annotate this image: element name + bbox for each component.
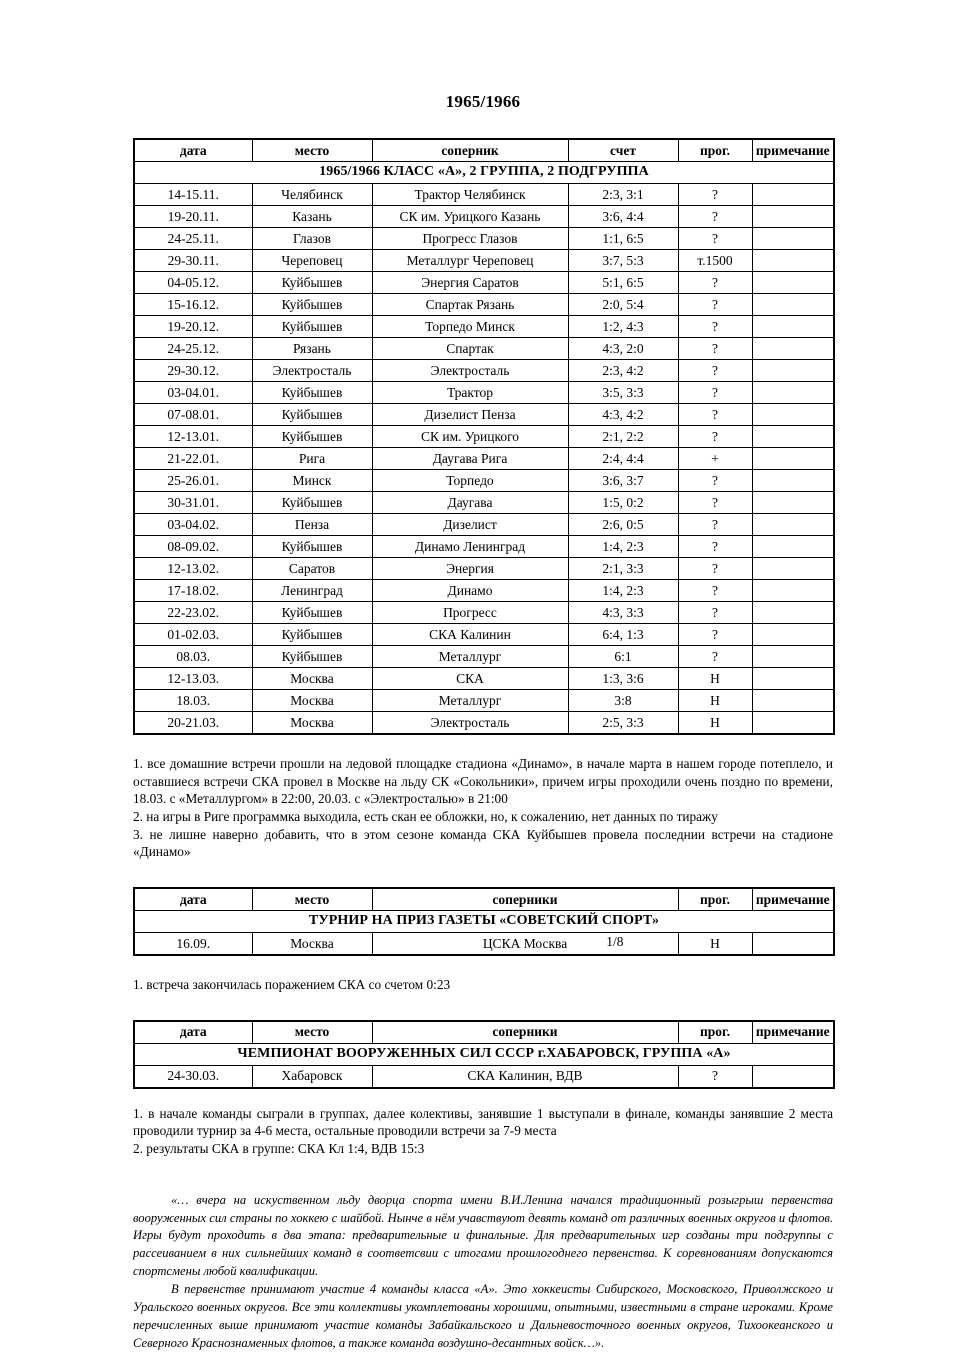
cell-prog: ? bbox=[678, 514, 752, 536]
cell-prog: ? bbox=[678, 360, 752, 382]
cell-date: 25-26.01. bbox=[134, 470, 252, 492]
cell-prog: Н bbox=[678, 668, 752, 690]
cell-date: 19-20.12. bbox=[134, 316, 252, 338]
column-header-score: счет bbox=[568, 139, 678, 162]
cell-date: 03-04.02. bbox=[134, 514, 252, 536]
cell-date: 12-13.02. bbox=[134, 558, 252, 580]
cell-date: 24-30.03. bbox=[134, 1065, 252, 1088]
cell-note bbox=[752, 712, 834, 735]
cell-place: Череповец bbox=[252, 250, 372, 272]
cell-score: 5:1, 6:5 bbox=[568, 272, 678, 294]
table-row bbox=[134, 668, 834, 690]
column-header-date: дата bbox=[134, 139, 252, 162]
cell-date: 08.03. bbox=[134, 646, 252, 668]
cell-date: 18.03. bbox=[134, 690, 252, 712]
cell-prog: + bbox=[678, 448, 752, 470]
cell-score: 4:3, 3:3 bbox=[568, 602, 678, 624]
cell-place: Минск bbox=[252, 470, 372, 492]
cell-score: 1:1, 6:5 bbox=[568, 228, 678, 250]
cell-prog: ? bbox=[678, 470, 752, 492]
cell-opponent: Спартак Рязань bbox=[372, 294, 568, 316]
column-header-note: примечание bbox=[752, 139, 834, 162]
cell-place: Куйбышев bbox=[252, 426, 372, 448]
cell-opponent: СКА Калинин bbox=[372, 624, 568, 646]
table-row bbox=[134, 404, 834, 426]
cell-note bbox=[752, 338, 834, 360]
table-section-title-row bbox=[134, 911, 834, 933]
season-schedule-table bbox=[133, 138, 835, 735]
table-row bbox=[134, 624, 834, 646]
section-title: 1965/1966 КЛАСС «А», 2 ГРУППА, 2 ПОДГРУППА bbox=[134, 162, 834, 184]
cell-prog: ? bbox=[678, 492, 752, 514]
cell-score: 2:3, 3:1 bbox=[568, 184, 678, 206]
cell-place: Куйбышев bbox=[252, 382, 372, 404]
cell-place: Хабаровск bbox=[252, 1065, 372, 1088]
cell-score: 2:4, 4:4 bbox=[568, 448, 678, 470]
cell-note bbox=[752, 426, 834, 448]
table-row bbox=[134, 272, 834, 294]
cell-prog: ? bbox=[678, 382, 752, 404]
cell-opponent: Даугава Рига bbox=[372, 448, 568, 470]
cell-score: 1:5, 0:2 bbox=[568, 492, 678, 514]
table-row bbox=[134, 338, 834, 360]
table-row bbox=[134, 492, 834, 514]
cell-note bbox=[752, 470, 834, 492]
cell-opponent: Электросталь bbox=[372, 712, 568, 735]
armed-forces-section bbox=[133, 1020, 833, 1089]
cell-prog: ? bbox=[678, 338, 752, 360]
notes-block-season bbox=[133, 755, 833, 861]
table-row bbox=[134, 470, 834, 492]
cell-note bbox=[752, 558, 834, 580]
cell-opponent: СК им. Урицкого bbox=[372, 426, 568, 448]
cell-place: Куйбышев bbox=[252, 404, 372, 426]
cell-note bbox=[752, 316, 834, 338]
cell-opponent: Металлург Череповец bbox=[372, 250, 568, 272]
cell-opponent: Прогресс bbox=[372, 602, 568, 624]
notes-block-armed-forces bbox=[133, 1105, 833, 1158]
cell-opponent: Даугава bbox=[372, 492, 568, 514]
table-row bbox=[134, 933, 834, 956]
cell-note bbox=[752, 294, 834, 316]
cell-place: Москва bbox=[252, 712, 372, 735]
sovetsky-sport-section bbox=[133, 887, 833, 956]
armed-forces-championship-table bbox=[133, 1020, 835, 1089]
cell-prog: ? bbox=[678, 272, 752, 294]
cell-note bbox=[752, 690, 834, 712]
cell-score: 3:6, 4:4 bbox=[568, 206, 678, 228]
cell-note bbox=[752, 536, 834, 558]
cell-score: 1:4, 2:3 bbox=[568, 536, 678, 558]
cell-place: Москва bbox=[252, 668, 372, 690]
opponent-name: СКА Калинин, ВДВ bbox=[467, 1068, 583, 1084]
cell-note bbox=[752, 933, 834, 956]
cell-place: Куйбышев bbox=[252, 624, 372, 646]
cell-place: Электросталь bbox=[252, 360, 372, 382]
cell-note bbox=[752, 514, 834, 536]
cell-score: 1:2, 4:3 bbox=[568, 316, 678, 338]
column-header-prog: прог. bbox=[678, 888, 752, 911]
cell-place: Саратов bbox=[252, 558, 372, 580]
column-header-prog: прог. bbox=[678, 139, 752, 162]
section-title: ЧЕМПИОНАТ ВООРУЖЕННЫХ СИЛ СССР г.ХАБАРОВСК, ГРУППА «А» bbox=[134, 1043, 834, 1065]
cell-opponent: Металлург bbox=[372, 690, 568, 712]
cell-score: 2:3, 4:2 bbox=[568, 360, 678, 382]
cell-place: Куйбышев bbox=[252, 602, 372, 624]
armed-forces-championship-body bbox=[134, 1043, 834, 1088]
table-row bbox=[134, 514, 834, 536]
cell-score: 2:0, 5:4 bbox=[568, 294, 678, 316]
round-label: 1/8 bbox=[606, 934, 624, 950]
note-line: 2. на игры в Риге программка выходила, есть скан ее обложки, но, к сожалению, нет данных по тиражу bbox=[133, 809, 718, 825]
cell-date: 19-20.11. bbox=[134, 206, 252, 228]
table-row bbox=[134, 580, 834, 602]
cell-opponent: Динамо Ленинград bbox=[372, 536, 568, 558]
cell-opponents bbox=[372, 933, 678, 956]
cell-prog: ? bbox=[678, 580, 752, 602]
cell-date: 24-25.11. bbox=[134, 228, 252, 250]
cell-score: 2:1, 3:3 bbox=[568, 558, 678, 580]
newspaper-quote-block bbox=[133, 1192, 833, 1353]
cell-note bbox=[752, 382, 834, 404]
cell-prog: ? bbox=[678, 184, 752, 206]
cell-note bbox=[752, 668, 834, 690]
cell-note bbox=[752, 624, 834, 646]
column-header-opponents: соперники bbox=[372, 1021, 678, 1044]
cell-prog: ? bbox=[678, 624, 752, 646]
column-header-opponents: соперники bbox=[372, 888, 678, 911]
cell-note bbox=[752, 184, 834, 206]
cell-opponent: Динамо bbox=[372, 580, 568, 602]
cell-date: 04-05.12. bbox=[134, 272, 252, 294]
cell-score: 6:4, 1:3 bbox=[568, 624, 678, 646]
cell-prog: т.1500 bbox=[678, 250, 752, 272]
cell-date: 14-15.11. bbox=[134, 184, 252, 206]
column-header-place: место bbox=[252, 139, 372, 162]
cell-score: 6:1 bbox=[568, 646, 678, 668]
cell-date: 15-16.12. bbox=[134, 294, 252, 316]
cell-score: 3:6, 3:7 bbox=[568, 470, 678, 492]
cell-score: 1:4, 2:3 bbox=[568, 580, 678, 602]
opponent-name: ЦСКА Москва bbox=[482, 935, 568, 951]
column-header-date: дата bbox=[134, 888, 252, 911]
cell-note bbox=[752, 580, 834, 602]
cell-score: 2:1, 2:2 bbox=[568, 426, 678, 448]
cell-date: 12-13.03. bbox=[134, 668, 252, 690]
table-row bbox=[134, 1065, 834, 1088]
cell-prog: ? bbox=[678, 646, 752, 668]
cell-place: Куйбышев bbox=[252, 294, 372, 316]
table-section-title-row bbox=[134, 1043, 834, 1065]
cell-opponent: Дизелист bbox=[372, 514, 568, 536]
column-header-date: дата bbox=[134, 1021, 252, 1044]
cell-score: 3:7, 5:3 bbox=[568, 250, 678, 272]
cell-note bbox=[752, 272, 834, 294]
cell-prog: ? bbox=[678, 404, 752, 426]
sovetsky-sport-cup-table bbox=[133, 887, 835, 956]
cell-opponent: Торпедо Минск bbox=[372, 316, 568, 338]
cell-score: 4:3, 4:2 bbox=[568, 404, 678, 426]
cell-opponents bbox=[372, 1065, 678, 1088]
cell-place: Глазов bbox=[252, 228, 372, 250]
cell-prog: Н bbox=[678, 933, 752, 956]
note-line: 1. все домашние встречи прошли на ледовой площадке стадиона «Динамо», в начале марта в нашем городе потеплело, и оставшиеся встречи СКА провел в Москве на льду СК «Сокольники», причем игры проходили очень поздно по времени, 18.03. с «Металлургом» в 22:00, 20.03. с «Электросталью» в 21:00 bbox=[133, 756, 833, 807]
cell-prog: ? bbox=[678, 558, 752, 580]
table-row bbox=[134, 206, 834, 228]
page-title: 1965/1966 bbox=[445, 92, 521, 111]
table-header-row bbox=[134, 139, 834, 162]
cell-date: 29-30.11. bbox=[134, 250, 252, 272]
cell-note bbox=[752, 448, 834, 470]
cell-note bbox=[752, 602, 834, 624]
table-row bbox=[134, 646, 834, 668]
column-header-place: место bbox=[252, 1021, 372, 1044]
cell-note bbox=[752, 646, 834, 668]
cell-opponent: Металлург bbox=[372, 646, 568, 668]
table-header-row bbox=[134, 1021, 834, 1044]
cell-date: 29-30.12. bbox=[134, 360, 252, 382]
cell-opponent: Спартак bbox=[372, 338, 568, 360]
cell-prog: ? bbox=[678, 206, 752, 228]
cell-opponent: Трактор Челябинск bbox=[372, 184, 568, 206]
cell-prog: Н bbox=[678, 690, 752, 712]
cell-opponent: Энергия Саратов bbox=[372, 272, 568, 294]
table-row bbox=[134, 690, 834, 712]
table-row bbox=[134, 536, 834, 558]
cell-date: 01-02.03. bbox=[134, 624, 252, 646]
cell-date: 17-18.02. bbox=[134, 580, 252, 602]
column-header-note: примечание bbox=[752, 1021, 834, 1044]
cell-prog: ? bbox=[678, 316, 752, 338]
note-line: 3. не лишне наверно добавить, что в этом сезоне команда СКА Куйбышев провела последнии встречи на стадионе «Динамо» bbox=[133, 826, 833, 860]
cell-opponent: Торпедо bbox=[372, 470, 568, 492]
table-row bbox=[134, 602, 834, 624]
cell-score: 3:5, 3:3 bbox=[568, 382, 678, 404]
cell-opponent: СК им. Урицкого Казань bbox=[372, 206, 568, 228]
cell-place: Казань bbox=[252, 206, 372, 228]
cell-note bbox=[752, 228, 834, 250]
cell-opponent: Прогресс Глазов bbox=[372, 228, 568, 250]
cell-score: 3:8 bbox=[568, 690, 678, 712]
cell-opponent: Дизелист Пенза bbox=[372, 404, 568, 426]
table-section-title-row bbox=[134, 162, 834, 184]
cell-date: 22-23.02. bbox=[134, 602, 252, 624]
sovetsky-sport-cup-body bbox=[134, 911, 834, 956]
cell-place: Москва bbox=[252, 933, 372, 956]
cell-place: Ленинград bbox=[252, 580, 372, 602]
cell-prog: Н bbox=[678, 712, 752, 735]
cell-opponent: Трактор bbox=[372, 382, 568, 404]
cell-note bbox=[752, 206, 834, 228]
cell-prog: ? bbox=[678, 602, 752, 624]
cell-score: 2:6, 0:5 bbox=[568, 514, 678, 536]
cell-place: Москва bbox=[252, 690, 372, 712]
cell-note bbox=[752, 250, 834, 272]
column-header-prog: прог. bbox=[678, 1021, 752, 1044]
table-row bbox=[134, 360, 834, 382]
quote-paragraph: В первенстве принимают участие 4 команды класса «А». Это хоккеисты Сибирского, Московского, Приволжского и Уральского военных округов. Все эти коллективы укомплетованы хорошими, опытными, известными в стране игроками. Кроме перечисленных выше принимают участие команды Забайкальского и Дальневосточного военных округов, Тихоокеанского и Северного Краснознаменных флотов, а также команда воздушно-десантных войск…». bbox=[133, 1282, 833, 1350]
table-row bbox=[134, 448, 834, 470]
table-row bbox=[134, 382, 834, 404]
cell-date: 12-13.01. bbox=[134, 426, 252, 448]
table-row bbox=[134, 316, 834, 338]
season-schedule-section bbox=[133, 138, 833, 735]
table-row bbox=[134, 712, 834, 735]
cell-note bbox=[752, 404, 834, 426]
cell-opponent: Электросталь bbox=[372, 360, 568, 382]
column-header-note: примечание bbox=[752, 888, 834, 911]
cell-note bbox=[752, 1065, 834, 1088]
cell-place: Куйбышев bbox=[252, 646, 372, 668]
cell-place: Пенза bbox=[252, 514, 372, 536]
column-header-place: место bbox=[252, 888, 372, 911]
cell-score: 2:5, 3:3 bbox=[568, 712, 678, 735]
cell-place: Куйбышев bbox=[252, 316, 372, 338]
cell-score: 4:3, 2:0 bbox=[568, 338, 678, 360]
cell-date: 08-09.02. bbox=[134, 536, 252, 558]
cell-date: 20-21.03. bbox=[134, 712, 252, 735]
cell-date: 16.09. bbox=[134, 933, 252, 956]
cell-place: Челябинск bbox=[252, 184, 372, 206]
table-row bbox=[134, 558, 834, 580]
cell-note bbox=[752, 492, 834, 514]
cell-opponent: СКА bbox=[372, 668, 568, 690]
table-row bbox=[134, 250, 834, 272]
cell-note bbox=[752, 360, 834, 382]
section-title: ТУРНИР НА ПРИЗ ГАЗЕТЫ «СОВЕТСКИЙ СПОРТ» bbox=[134, 911, 834, 933]
cell-place: Куйбышев bbox=[252, 272, 372, 294]
cell-place: Рига bbox=[252, 448, 372, 470]
cell-date: 03-04.01. bbox=[134, 382, 252, 404]
quote-paragraph: «… вчера на искуственном льду дворца спорта имени В.И.Ленина начался традиционный розыгрыш первенства вооруженных сил страны по хоккею с шайбой. Нынче в нём учавствуют девять команд от различных военных округов и флотов. Игры будут проходить в два этапа: предварительные и финальные. Для предварительных игр созданы три подгруппы с рассеиванием в них сильнейших команд в соответсвии с итогами прошлогоднего первенства. К соревнованиям допускаются спортсмены любой квалификации. bbox=[133, 1192, 833, 1279]
column-header-opponent: соперник bbox=[372, 139, 568, 162]
table-row bbox=[134, 294, 834, 316]
notes-block-sovetsky-sport bbox=[133, 976, 833, 994]
cell-date: 24-25.12. bbox=[134, 338, 252, 360]
cell-opponent: Энергия bbox=[372, 558, 568, 580]
cell-prog: ? bbox=[678, 228, 752, 250]
cell-date: 30-31.01. bbox=[134, 492, 252, 514]
cell-prog: ? bbox=[678, 294, 752, 316]
cell-prog: ? bbox=[678, 426, 752, 448]
table-row bbox=[134, 426, 834, 448]
note-line: 1. встреча закончилась поражением СКА со счетом 0:23 bbox=[133, 977, 451, 993]
note-line: 2. результаты СКА в группе: СКА Кл 1:4, ВДВ 15:3 bbox=[133, 1141, 425, 1157]
cell-place: Куйбышев bbox=[252, 536, 372, 558]
table-header-row bbox=[134, 888, 834, 911]
cell-prog: ? bbox=[678, 536, 752, 558]
table-row bbox=[134, 184, 834, 206]
cell-place: Рязань bbox=[252, 338, 372, 360]
cell-score: 1:3, 3:6 bbox=[568, 668, 678, 690]
note-line: 1. в начале команды сыграли в группах, далее колективы, занявшие 1 выступали в финале, команды занявшие 2 места проводили турнир за 4-6 места, остальные проводили встречи за 7-9 места bbox=[133, 1105, 833, 1139]
cell-date: 21-22.01. bbox=[134, 448, 252, 470]
cell-prog: ? bbox=[678, 1065, 752, 1088]
cell-date: 07-08.01. bbox=[134, 404, 252, 426]
season-schedule-body bbox=[134, 162, 834, 735]
table-row bbox=[134, 228, 834, 250]
cell-place: Куйбышев bbox=[252, 492, 372, 514]
